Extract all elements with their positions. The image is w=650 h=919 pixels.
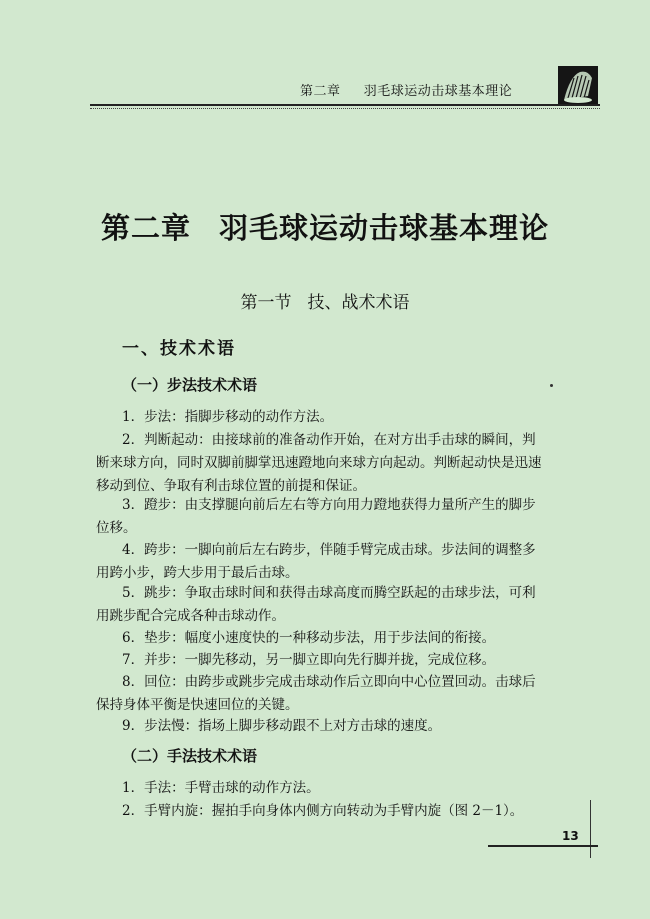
list-item	[122, 715, 582, 738]
item-line: 断来球方向，同时双脚前脚掌迅速蹬地向来球方向起动。判断起动快是迅速	[96, 455, 542, 471]
list-item	[122, 406, 582, 429]
item-line: 8．回位：由跨步或跳步完成击球动作后立即向中心位置回动。击球后	[122, 674, 536, 690]
subsection-footwork-heading: （一）步法技术术语	[122, 376, 258, 394]
header-rule-dotted	[90, 108, 600, 110]
item-line: 4．跨步：一脚向前后左右跨步，伴随手臂完成击球。步法间的调整多	[122, 542, 536, 558]
footer-vertical-rule	[590, 800, 591, 858]
item-line: 2．手臂内旋：握拍手向身体内侧方向转动为手臂内旋（图 2－1）。	[122, 803, 524, 819]
heading-technical-terms: 一、技术术语	[122, 339, 236, 359]
shuttlecock-logo-icon	[558, 66, 598, 106]
section-name: 技、战术术语	[307, 293, 410, 313]
section-number: 第一节	[240, 293, 292, 313]
item-line: 1．手法：手臂击球的动作方法。	[122, 780, 320, 796]
print-speck	[550, 384, 553, 387]
item-line: 移动到位、争取有利击球位置的前提和保证。	[96, 478, 366, 494]
list-item	[122, 649, 582, 672]
item-line: 1．步法：指脚步移动的动作方法。	[122, 409, 334, 425]
item-line: 保持身体平衡是快速回位的关键。	[96, 697, 299, 713]
header-rule	[90, 104, 600, 106]
item-line: 位移。	[96, 520, 137, 536]
list-item	[96, 494, 582, 540]
subsection-handwork-heading: （二）手法技术术语	[122, 747, 258, 765]
running-header-chapter: 第二章	[300, 84, 341, 99]
section-title	[0, 288, 650, 313]
item-line: 用跳步配合完成各种击球动作。	[96, 608, 285, 624]
list-item	[96, 539, 582, 585]
item-line: 5．跳步：争取击球时间和获得击球高度而腾空跃起的击球步法，可利	[122, 585, 536, 601]
list-item	[122, 627, 582, 650]
item-line: 用跨小步，跨大步用于最后击球。	[96, 565, 299, 581]
list-item	[122, 800, 582, 823]
running-header	[300, 80, 512, 99]
chapter-number: 第二章	[100, 211, 191, 245]
page-number: 13	[562, 829, 579, 843]
item-line: 2．判断起动：由接球前的准备动作开始，在对方出手击球的瞬间，判	[122, 432, 536, 448]
list-item	[122, 777, 582, 800]
footer-rule	[488, 845, 598, 847]
running-header-title: 羽毛球运动击球基本理论	[363, 84, 513, 99]
item-line: 7．并步：一脚先移动，另一脚立即向先行脚并拢，完成位移。	[122, 652, 496, 668]
item-line: 3．蹬步：由支撑腿向前后左右等方向用力蹬地获得力量所产生的脚步	[122, 497, 536, 513]
chapter-title	[0, 206, 650, 247]
item-line: 6．垫步：幅度小速度快的一种移动步法，用于步法间的衔接。	[122, 630, 496, 646]
chapter-name: 羽毛球运动击球基本理论	[219, 211, 550, 245]
list-item	[96, 582, 582, 628]
list-item	[96, 671, 582, 717]
item-line: 9．步法慢：指场上脚步移动跟不上对方击球的速度。	[122, 718, 442, 734]
list-item	[96, 429, 582, 498]
